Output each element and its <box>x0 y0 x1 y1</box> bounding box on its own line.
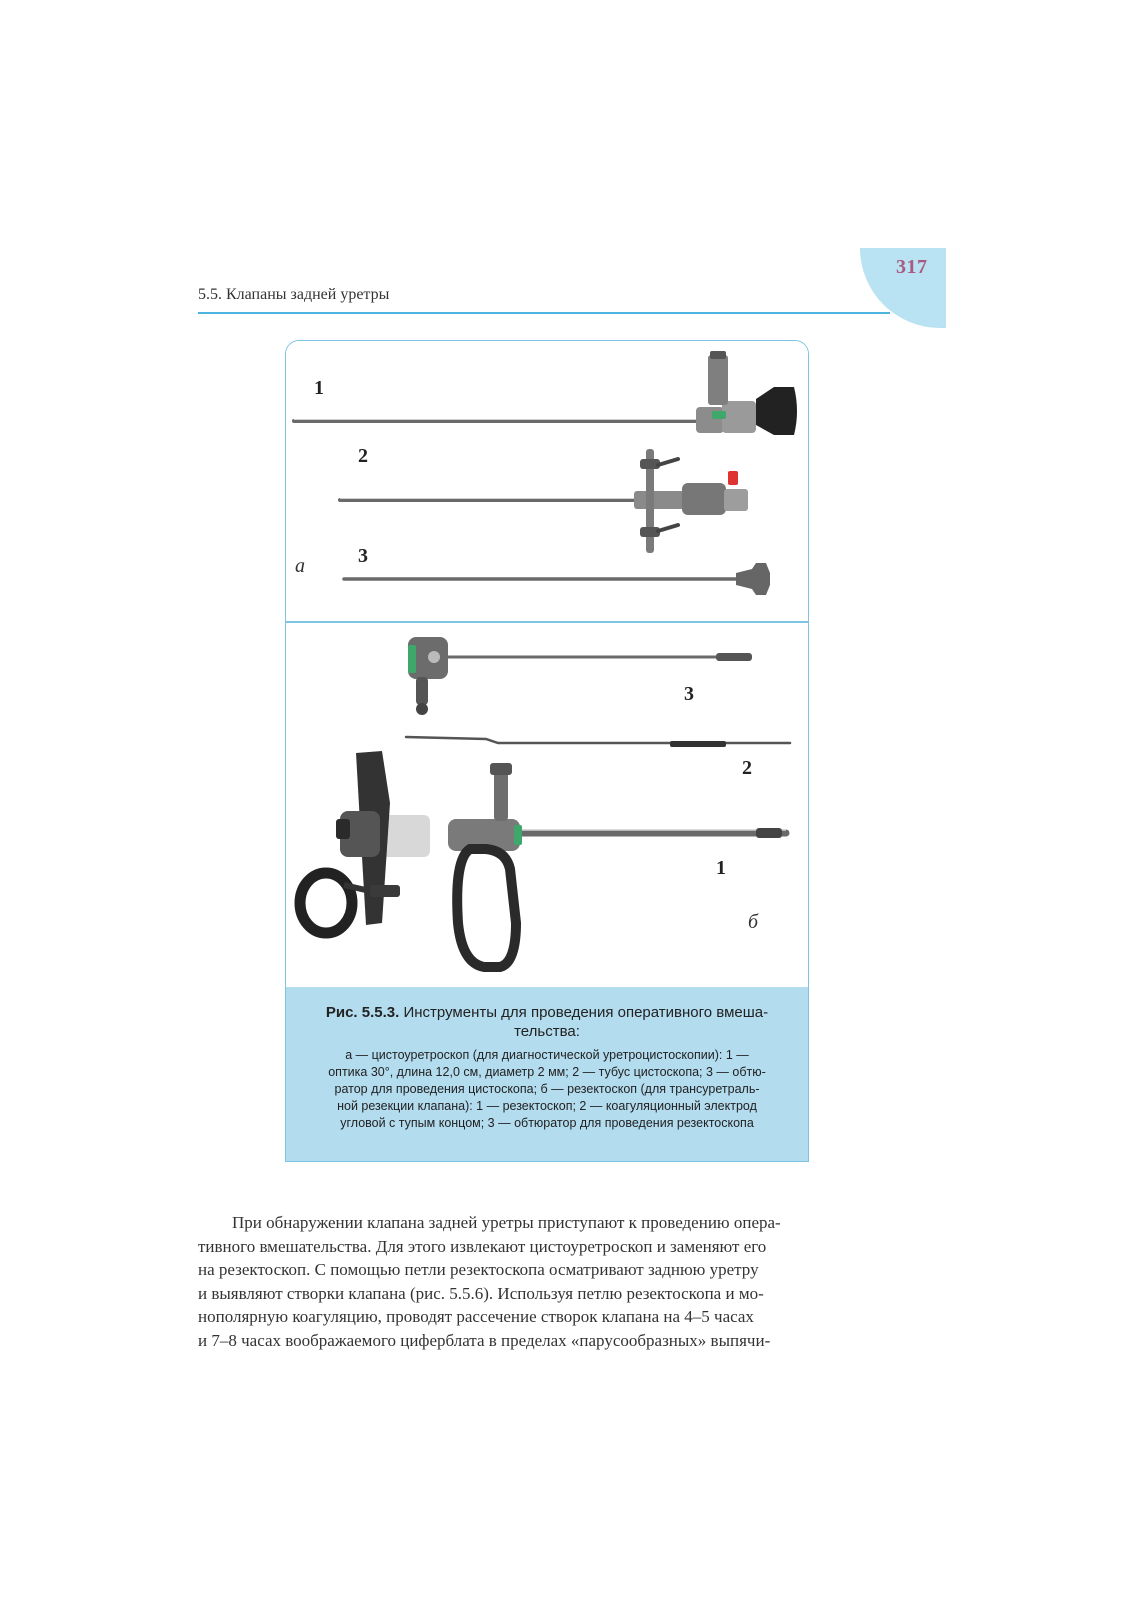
caption-line: угловой с тупым концом; 3 — обтюратор для проведения резектоскопа <box>340 1116 754 1130</box>
panel-b-label-3: 3 <box>684 683 694 705</box>
caption-line: ратор для проведения цистоскопа; б — резектоскоп (для трансуретраль- <box>334 1082 760 1096</box>
resectoscope-illustration <box>286 623 808 987</box>
caption-line: ной резекции клапана): 1 — резектоскоп; 2 — коагуляционный электрод <box>337 1099 757 1113</box>
coagulation-electrode-instrument <box>406 737 790 747</box>
caption-line: оптика 30°, длина 12,0 см, диаметр 2 мм; 2 — тубус цистоскопа; 3 — обтю- <box>328 1065 766 1079</box>
resectoscope-instrument <box>300 751 786 967</box>
caption-title-line-1: Инструменты для проведения оперативного вмеша- <box>403 1004 769 1021</box>
body-line: тивного вмешательства. Для этого извлекают цистоуретроскоп и заменяют его <box>198 1236 767 1256</box>
panel-b-label-1: 1 <box>716 857 726 879</box>
caption-body <box>302 1047 792 1132</box>
panel-a-label-1: 1 <box>314 377 324 399</box>
body-line: нополярную коагуляцию, проводят рассечение створок клапана на 4–5 часах <box>198 1307 754 1326</box>
optic-30-instrument <box>294 351 797 435</box>
caption-line: а — цистоуретроскоп (для диагностической уретроцистоскопии): 1 — <box>345 1048 749 1062</box>
panel-b-letter: б <box>748 911 759 933</box>
resectoscope-obturator-instrument <box>408 637 752 715</box>
panel-a-label-3: 3 <box>358 545 368 567</box>
body-line: на резектоскоп. С помощью петли резектоскопа осматривают заднюю уретру <box>198 1260 759 1279</box>
caption-title-line-2: тельства: <box>514 1023 580 1040</box>
figure-5-5-3 <box>285 340 809 1162</box>
cystoscope-obturator-instrument <box>344 563 770 595</box>
body-paragraph <box>198 1211 892 1352</box>
caption-title <box>302 1003 792 1041</box>
caption-figure-ref: Рис. 5.5.3. <box>325 1004 400 1021</box>
cystoscope-sheath-instrument <box>340 449 748 553</box>
panel-a-letter: а <box>295 555 305 577</box>
body-line: При обнаружении клапана задней уретры приступают к проведению опера- <box>232 1213 781 1232</box>
figure-panel-b <box>286 623 808 987</box>
page-number: 317 <box>896 256 928 278</box>
running-header: 5.5. Клапаны задней уретры <box>198 286 390 303</box>
header-rule <box>198 312 890 314</box>
figure-caption <box>286 987 808 1161</box>
figure-panel-a <box>286 341 808 621</box>
panel-b-label-2: 2 <box>742 757 752 779</box>
body-line: и 7–8 часах воображаемого циферблата в пределах «парусообразных» выпячи- <box>198 1330 771 1350</box>
panel-a-label-2: 2 <box>358 445 368 467</box>
body-line: и выявляют створки клапана (рис. 5.5.6). Используя петлю резектоскопа и мо- <box>198 1283 764 1303</box>
cystourethroscope-illustration <box>286 341 808 621</box>
